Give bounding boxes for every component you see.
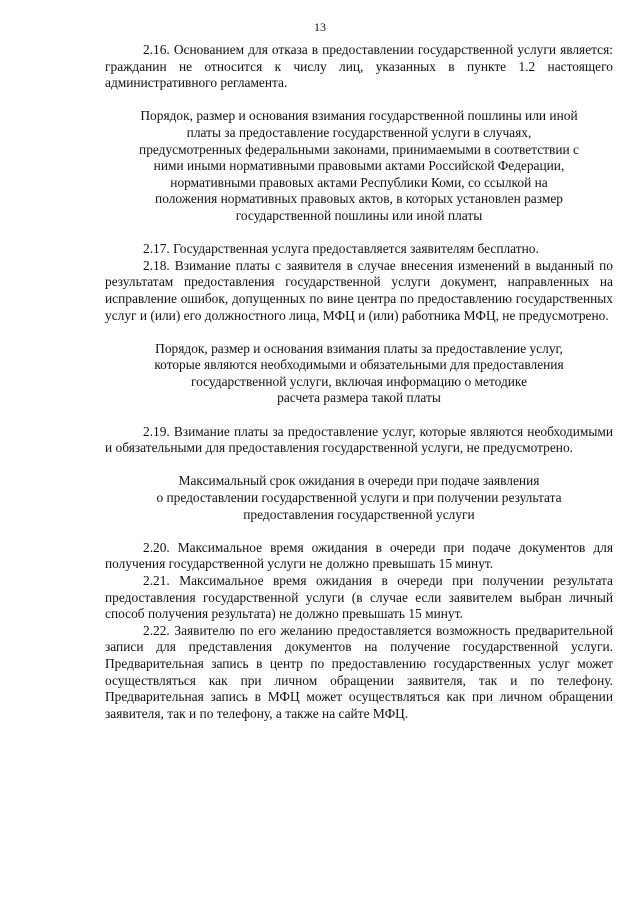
body-paragraph: 2.18. Взимание платы с заявителя в случае внесения изменений в выданный по результатам предоставления государственной услуги документ, направленных на исправление ошибок, допущенных по вине центра по предоставлению государственных услуг и (или) его должностного лица, МФЦ и (или) работника МФЦ, не предусмотрено.	[105, 257, 613, 323]
body-paragraph: 2.17. Государственная услуга предоставляется заявителям бесплатно.	[143, 241, 539, 257]
section-heading	[105, 108, 613, 224]
section-heading	[105, 341, 613, 407]
section-heading-line: платы за предоставление государственной услуги в случаях,	[186, 124, 532, 140]
section-heading-line: государственной услуги, включая информацию о методике	[190, 373, 528, 389]
paragraph-spacer	[105, 92, 613, 109]
document-body	[105, 42, 613, 722]
body-paragraph: 2.21. Максимальное время ожидания в очереди при получении результата предоставления государственной услуги (в случае если заявителем выбран личный способ получения результата) не должно превышать 15 минут.	[105, 573, 613, 622]
section-heading	[105, 473, 613, 523]
paragraph-spacer	[105, 324, 613, 341]
section-heading-line: Порядок, размер и основания взимания платы за предоставление услуг,	[155, 340, 563, 356]
paragraph-spacer	[105, 523, 613, 540]
section-heading-line: о предоставлении государственной услуги и при получении результата	[156, 490, 562, 506]
section-heading-line: Порядок, размер и основания взимания государственной пошлины или иной	[140, 108, 578, 124]
body-paragraph: 2.22. Заявителю по его желанию предоставляется возможность предварительной записи для представления документов на получение государственной услуги. Предварительная запись в центр по предоставлению государственных услуг может осуществляться как при личном обращении заявителя, так и по телефону. Предварительная запись в МФЦ может осуществляться как при личном обращении заявителя, так и по телефону, а также на сайте МФЦ.	[105, 622, 613, 721]
section-heading-line: предусмотренных федеральными законами, принимаемыми в соответствии с	[139, 141, 579, 157]
section-heading-line: которые являются необходимыми и обязательными для предоставления	[154, 357, 564, 373]
section-heading-line: положения нормативных правовых актов, в которых установлен размер	[155, 191, 563, 207]
section-heading-line: нормативными правовых актами Республики Коми, со ссылкой на	[170, 174, 548, 190]
page-number: 13	[314, 20, 326, 34]
paragraph-spacer	[105, 457, 613, 474]
section-heading-line: ними иными нормативными правовыми актами Российской Федерации,	[153, 158, 565, 174]
body-paragraph: 2.20. Максимальное время ожидания в очереди при подаче документов для получения государственной услуги не должно превышать 15 минут.	[105, 539, 613, 572]
body-paragraph: 2.16. Основанием для отказа в предоставлении государственной услуги является: гражданин не относится к числу лиц, указанных в пункте 1.2 настоящего административного регламента.	[105, 42, 613, 91]
section-heading-line: Максимальный срок ожидания в очереди при подаче заявления	[178, 473, 540, 489]
paragraph-spacer	[105, 225, 613, 242]
section-heading-line: расчета размера такой платы	[277, 390, 441, 406]
section-heading-line: государственной пошлины или иной платы	[235, 207, 483, 223]
body-paragraph: 2.19. Взимание платы за предоставление услуг, которые являются необходимыми и обязательными для предоставления государственной услуги, не предусмотрено.	[105, 423, 613, 456]
paragraph-spacer	[105, 407, 613, 424]
section-heading-line: предоставления государственной услуги	[243, 506, 475, 522]
